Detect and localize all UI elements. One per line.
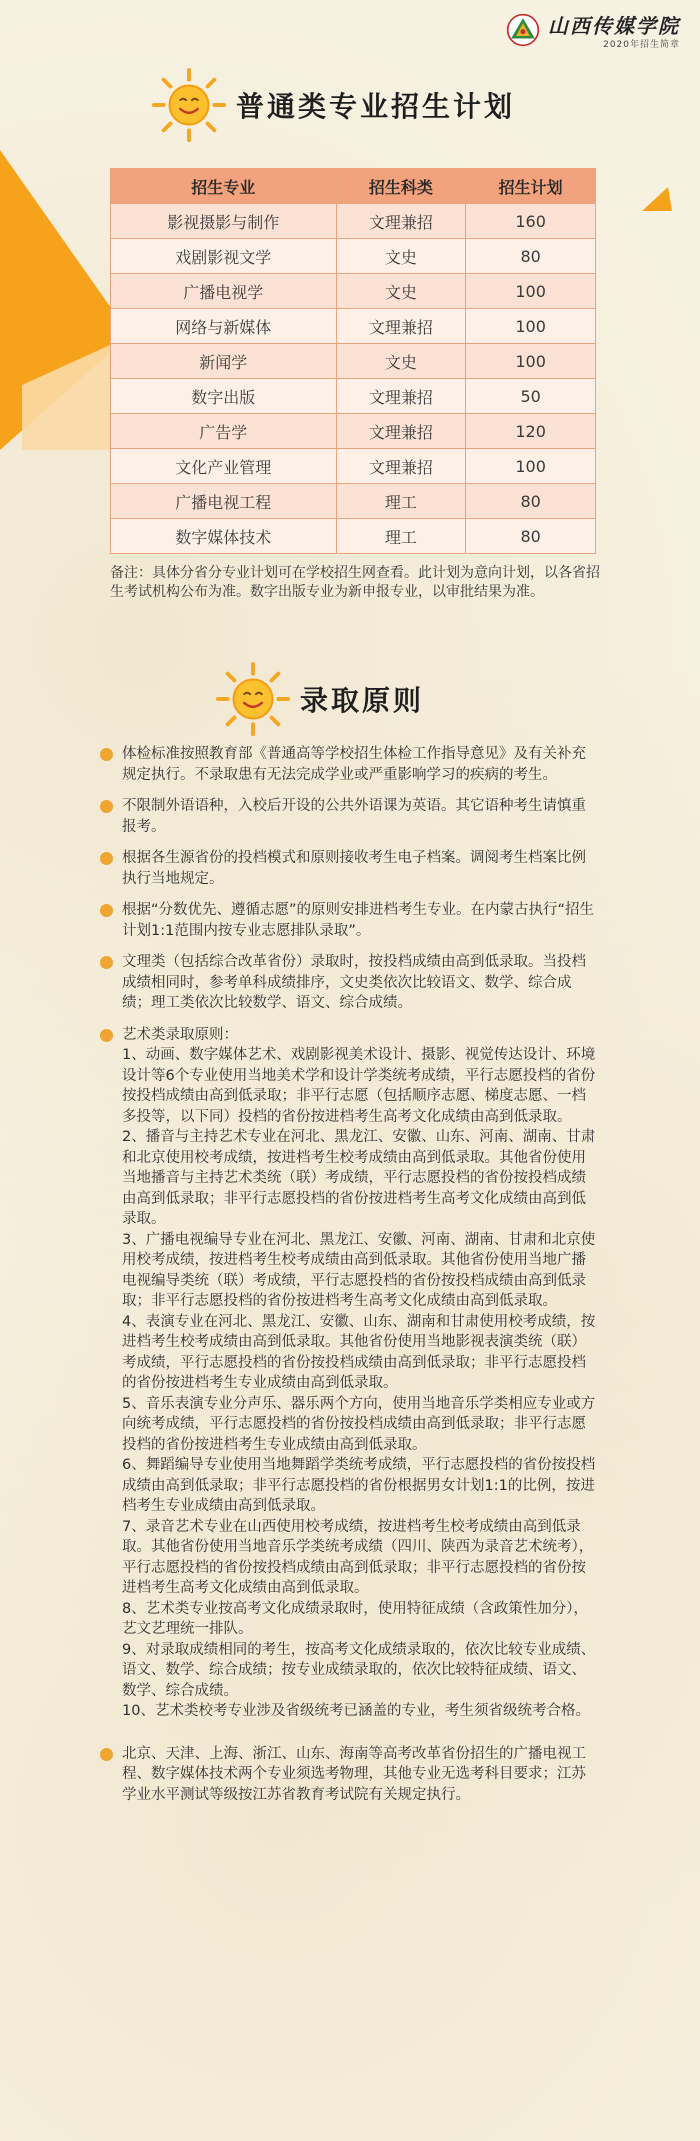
right-small-triangle-decoration [638, 185, 678, 215]
major-cell: 新闻学 [111, 344, 337, 379]
art-rule-point: 9、对录取成绩相同的考生，按高考文化成绩录取的，依次比较专业成绩、语文、数学、综合成绩；按专业成绩录取的，依次比较特征成绩、语文、数学、综合成绩。 [122, 1641, 596, 1699]
sun-icon [150, 66, 228, 144]
category-cell: 理工 [336, 519, 466, 554]
list-item [100, 900, 600, 941]
quota-cell: 80 [466, 519, 596, 554]
rule-text: 北京、天津、上海、浙江、山东、海南等高考改革省份招生的广播电视工程、数字媒体技术两个专业须选考物理，其他专业无选考科目要求；江苏学业水平测试等级按江苏省教育考试院有关规定执行。 [122, 1745, 586, 1803]
art-rule-point: 5、音乐表演专业分声乐、器乐两个方向，使用当地音乐学类相应专业或方向统考成绩，平行志愿投档的省份按投档成绩由高到低录取；非平行志愿投档的省份按进档考生专业成绩由高到低录取。 [122, 1395, 596, 1453]
major-cell: 数字出版 [111, 379, 337, 414]
category-cell: 文史 [336, 239, 466, 274]
list-item [100, 744, 600, 785]
quota-cell: 100 [466, 309, 596, 344]
bullet-dot-icon [100, 904, 113, 917]
quota-cell: 100 [466, 449, 596, 484]
art-rule-point: 4、表演专业在河北、黑龙江、安徽、山东、湖南和甘肃使用校考成绩，按进档考生校考成绩由高到低录取。其他省份使用当地影视表演类统（联）考成绩，平行志愿投档的省份按投档成绩由高到低录取；非平行志愿投档的省份按进档考生专业成绩由高到低录取。 [122, 1313, 596, 1391]
table-row [111, 484, 596, 519]
plan-title: 普通类专业招生计划 [236, 90, 516, 123]
quota-cell: 80 [466, 239, 596, 274]
category-cell: 理工 [336, 484, 466, 519]
quota-cell: 160 [466, 204, 596, 239]
admission-section-title [214, 660, 424, 738]
table-row [111, 274, 596, 309]
list-item [100, 848, 600, 889]
category-cell: 文理兼招 [336, 204, 466, 239]
table-row [111, 519, 596, 554]
art-rule-point: 7、录音艺术专业在山西使用校考成绩，按进档考生校考成绩由高到低录取。其他省份使用当地音乐学类统考成绩（四川、陕西为录音艺术统考），平行志愿投档的省份按投档成绩由高到低录取；非平行志愿投档的省份按进档考生高考文化成绩由高到低录取。 [122, 1518, 594, 1596]
table-row [111, 204, 596, 239]
major-cell: 戏剧影视文学 [111, 239, 337, 274]
rule-text: 文理类（包括综合改革省份）录取时，按投档成绩由高到低录取。当投档成绩相同时，参考单科成绩排序，文史类依次比较语文、数学、综合成绩；理工类依次比较数学、语文、综合成绩。 [122, 954, 586, 1011]
rule-text: 根据“分数优先、遵循志愿”的原则安排进档考生专业。在内蒙古执行“招生计划1:1范围内按专业志愿排队录取”。 [122, 902, 595, 939]
category-cell: 文史 [336, 344, 466, 379]
art-rule-point: 10、艺术类校考专业涉及省级统考已涵盖的专业，考生须省级统考合格。 [122, 1703, 590, 1719]
bullet-dot-icon [100, 1029, 113, 1042]
quota-cell: 120 [466, 414, 596, 449]
table-header-row [111, 169, 596, 204]
plan-note: 备注：具体分省分专业计划可在学校招生网查看。此计划为意向计划，以各省招生考试机构公布为准。数字出版专业为新申报专业，以审批结果为准。 [110, 565, 600, 600]
quota-cell: 100 [466, 344, 596, 379]
table-row [111, 309, 596, 344]
art-rule-point: 1、动画、数字媒体艺术、戏剧影视美术设计、摄影、视觉传达设计、环境设计等6个专业使用当地美术学和设计学类统考成绩，平行志愿投档的省份按投档成绩由高到低录取；非平行志愿（包括顺序志愿、梯度志愿、一档多投等，以下同）投档的省份按进档考生高考文化成绩由高到低录取。 [122, 1047, 596, 1125]
list-item [100, 796, 600, 837]
category-cell: 文史 [336, 274, 466, 309]
major-cell: 文化产业管理 [111, 449, 337, 484]
sun-icon [214, 660, 292, 738]
bullet-dot-icon [100, 956, 113, 969]
art-rule-point: 2、播音与主持艺术专业在河北、黑龙江、安徽、山东、河南、湖南、甘肃和北京使用校考成绩，按进档考生校考成绩由高到低录取。其他省份使用当地播音与主持艺术类统（联）考成绩，平行志愿投档的省份按投档成绩由高到低录取；非平行志愿投档的省份按进档考生高考文化成绩由高到低录取。 [122, 1129, 596, 1227]
table-row [111, 379, 596, 414]
art-rules-item [100, 1025, 600, 1722]
list-item [100, 1744, 600, 1806]
school-name: 山西传媒学院 [548, 14, 680, 38]
table-row [111, 239, 596, 274]
category-cell: 文理兼招 [336, 414, 466, 449]
major-cell: 数字媒体技术 [111, 519, 337, 554]
major-cell: 广播电视学 [111, 274, 337, 309]
rule-text: 不限制外语语种，入校后开设的公共外语课为英语。其它语种考生请慎重报考。 [122, 798, 586, 835]
column-header-major: 招生专业 [111, 169, 337, 204]
list-item [100, 952, 600, 1014]
major-cell: 影视摄影与制作 [111, 204, 337, 239]
table-row [111, 344, 596, 379]
column-header-quota: 招生计划 [466, 169, 596, 204]
enrollment-plan-table [110, 168, 596, 554]
school-header [506, 8, 680, 52]
table-row [111, 414, 596, 449]
category-cell: 文理兼招 [336, 379, 466, 414]
rule-text: 体检标准按照教育部《普通高等学校招生体检工作指导意见》及有关补充规定执行。不录取患有无法完成学业或严重影响学习的疾病的考生。 [122, 746, 586, 783]
school-logo-icon [506, 13, 540, 47]
art-rule-point: 8、艺术类专业按高考文化成绩录取时，使用特征成绩（含政策性加分），艺文艺理统一排队。 [122, 1600, 588, 1637]
art-rules-heading: 艺术类录取原则： [122, 1026, 238, 1043]
category-cell: 文理兼招 [336, 309, 466, 344]
major-cell: 广播电视工程 [111, 484, 337, 519]
plan-section-title [150, 66, 515, 144]
art-rule-point: 6、舞蹈编导专业使用当地舞蹈学类统考成绩，平行志愿投档的省份按投档成绩由高到低录取；非平行志愿投档的省份根据男女计划1:1的比例，按进档考生专业成绩由高到低录取。 [122, 1457, 596, 1514]
bullet-dot-icon [100, 852, 113, 865]
category-cell: 文理兼招 [336, 449, 466, 484]
column-header-category: 招生科类 [336, 169, 466, 204]
bullet-dot-icon [100, 800, 113, 813]
admission-rules-list [100, 744, 600, 1816]
bullet-dot-icon [100, 1748, 113, 1761]
major-cell: 网络与新媒体 [111, 309, 337, 344]
bullet-dot-icon [100, 748, 113, 761]
table-row [111, 449, 596, 484]
rule-text: 根据各生源省份的投档模式和原则接收考生电子档案。调阅考生档案比例执行当地规定。 [122, 850, 586, 887]
quota-cell: 80 [466, 484, 596, 519]
quota-cell: 100 [466, 274, 596, 309]
major-cell: 广告学 [111, 414, 337, 449]
brochure-subtitle: 2020年招生简章 [603, 40, 680, 50]
quota-cell: 50 [466, 379, 596, 414]
admission-title: 录取原则 [300, 684, 425, 717]
art-rule-point: 3、广播电视编导专业在河北、黑龙江、安徽、河南、湖南、甘肃和北京使用校考成绩，按进档考生校考成绩由高到低录取。其他省份使用当地广播电视编导类统（联）考成绩，平行志愿投档的省份按投档成绩由高到低录取；非平行志愿投档的省份按进档考生高考文化成绩由高到低录取。 [122, 1231, 596, 1309]
